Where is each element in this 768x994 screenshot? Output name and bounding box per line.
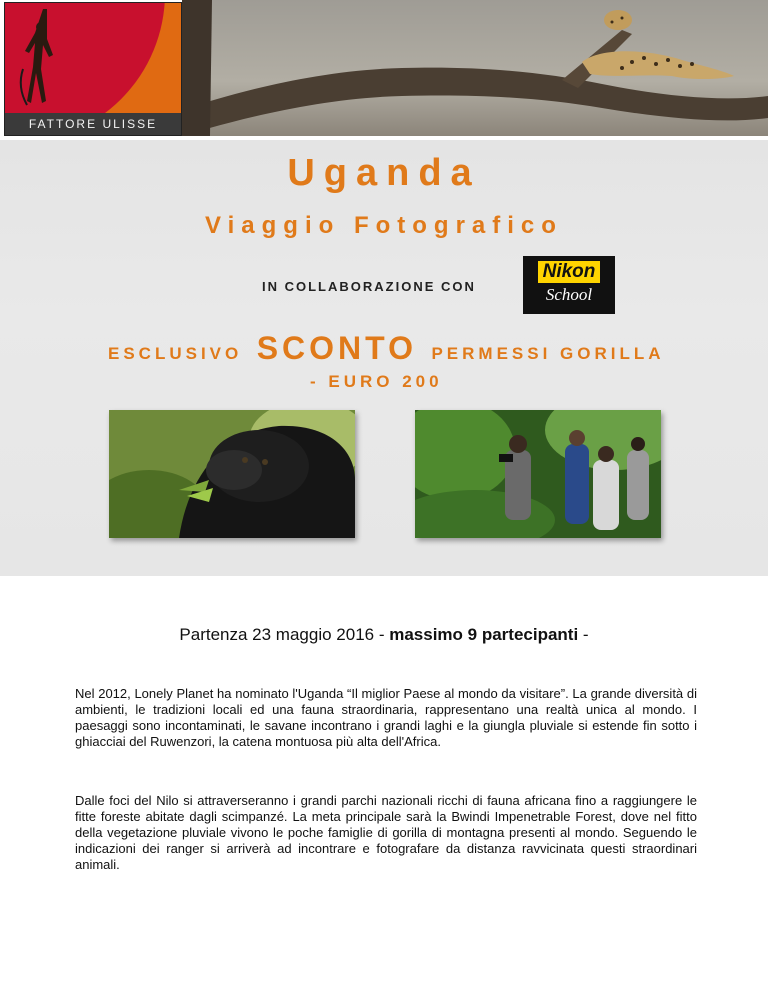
intro-paragraph: Nel 2012, Lonely Planet ha nominato l'Uganda “Il miglior Paese al mondo da visitare”. La grande diversità di ambienti, le tradizioni locali ed una fauna straordinaria, rappresentano una realtà unica al mondo. I paesaggi sono incontaminati, le savane incontrano i grandi laghi e la giungla pluviale si estende fin sotto i ghiacciai del Ruwenzori, la catena montuosa più alta dell'Africa. [75,686,697,749]
offer-part-3: PERMESSI GORILLA [431,344,665,363]
logo-text: FATTORE ULISSE [5,113,181,135]
collaboration-label: IN COLLABORAZIONE CON [262,279,476,294]
departure-date: Partenza 23 maggio 2016 - [179,625,390,644]
departure-info [0,625,768,645]
offer-sconto: SCONTO [256,330,418,366]
max-participants: massimo 9 partecipanti [389,625,579,644]
departure-tail: - [578,625,589,644]
fattore-ulisse-logo[interactable] [4,2,182,136]
itinerary-paragraph: Dalle foci del Nilo si attraverseranno i grandi parchi nazionali ricchi di fauna africana fino a raggiungere le fitte foreste abitate dagli scimpanzé. La meta principale sarà la Bwindi Impenetrable Forest, dove nel fitto della vegetazione pluviale vivono le poche famiglie di gorilla di montagna presenti al mondo. Seguendo le indicazioni dei ranger si arriverà ad incontrare e fotografare da distanza ravvicinata questi straordinari animali. [75,793,697,872]
page-title: Uganda [287,152,481,194]
header-banner [0,0,768,140]
school-logo-text: School [545,285,593,304]
offer-amount: - EURO 200 [310,372,443,391]
page-subtitle: Viaggio Fotografico [205,212,563,239]
photographers-photo [415,410,661,538]
nikon-logo-text: Nikon [538,261,601,283]
climber-figure-icon [13,9,73,109]
nikon-school-logo[interactable] [523,256,615,314]
offer-line [108,330,665,367]
leopard-hero-image [182,0,768,136]
offer-part-1: ESCLUSIVO [108,344,243,363]
gorilla-photo [109,410,355,538]
